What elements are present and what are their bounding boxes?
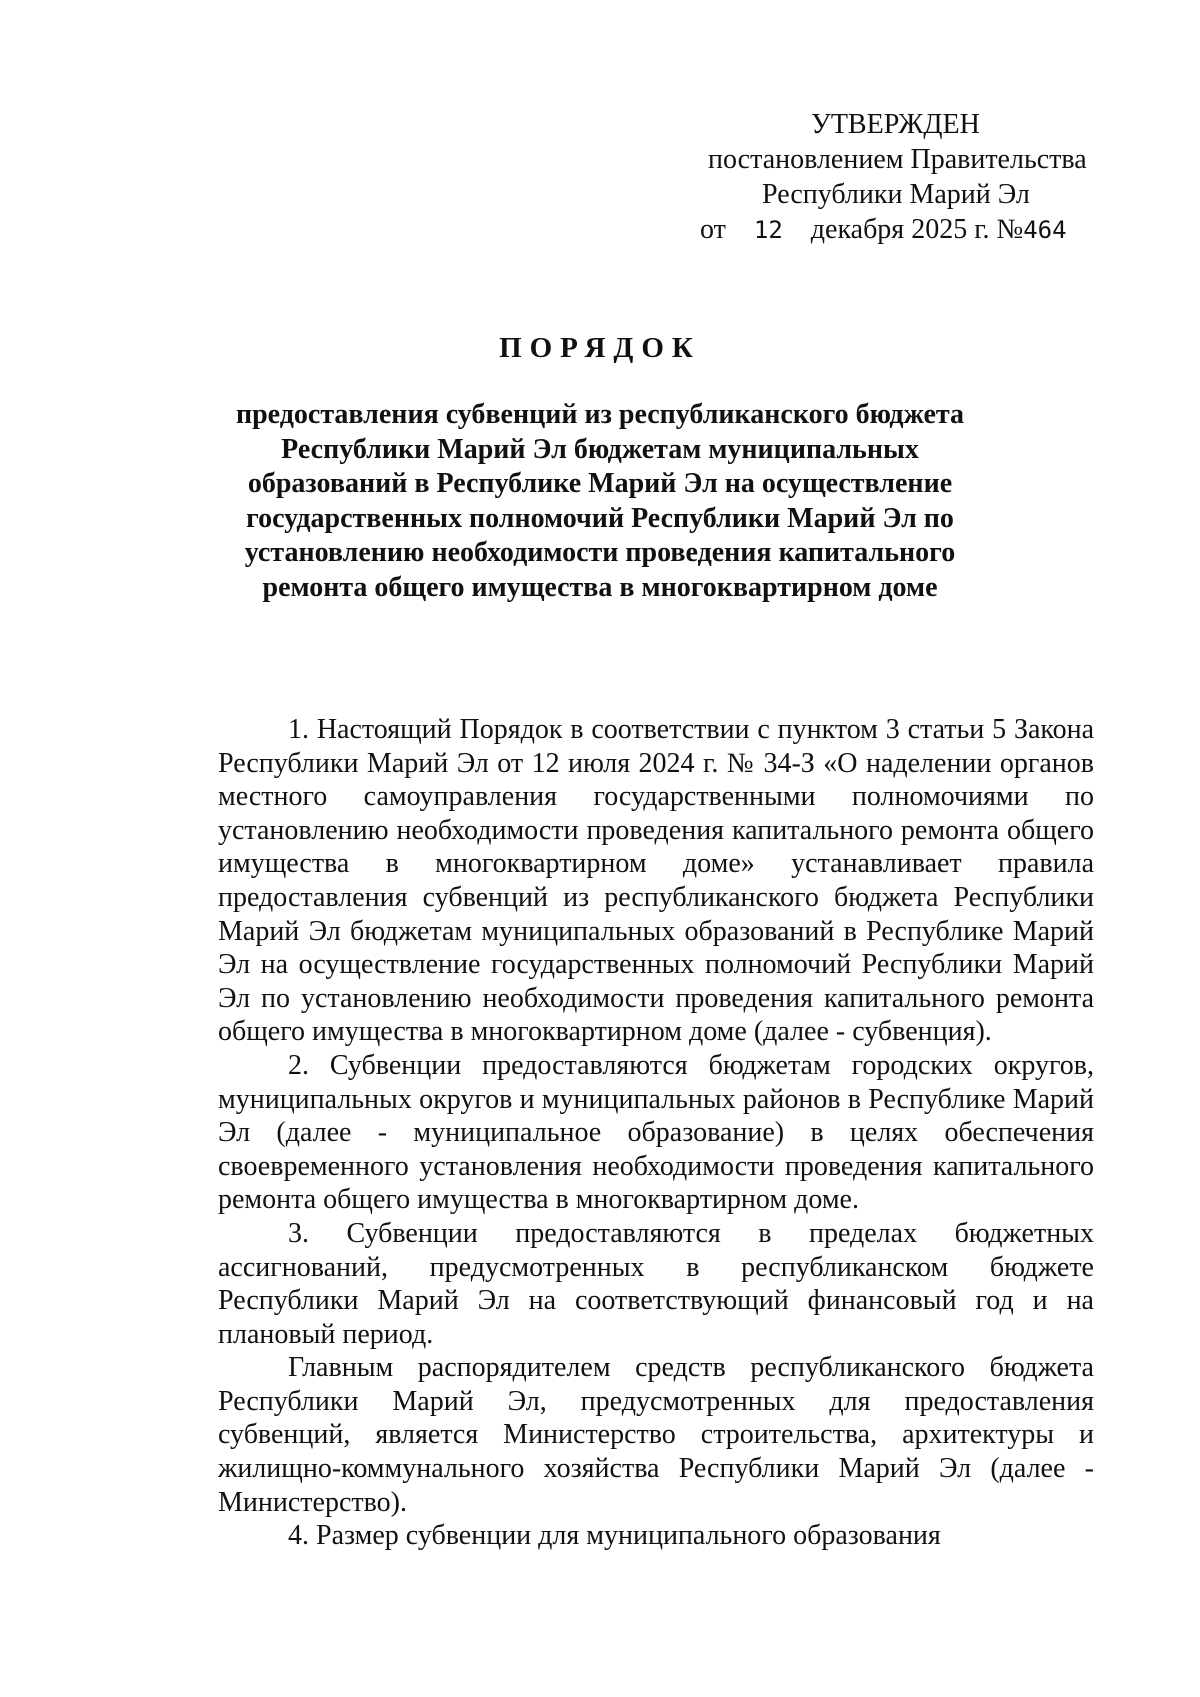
paragraph-2: 2. Субвенции предоставляются бюджетам городских округов, муниципальных округов и муниципальных районов в Республике Марий Эл (далее - муниципальное образование) в целях обеспечения своевременного установления необходимости проведения капитального ремонта общего имущества в многоквартирном доме.: [218, 1049, 1094, 1216]
approval-day: 12: [753, 216, 783, 244]
paragraph-3: 3. Субвенции предоставляются в пределах бюджетных ассигнований, предусмотренных в республиканском бюджете Республики Марий Эл на соответствующий финансовый год и на плановый период.: [218, 1217, 1094, 1350]
approval-number: 464: [1023, 216, 1067, 244]
document-title: ПОРЯДОК: [499, 332, 701, 364]
approval-date: декабря 2025 г. №: [810, 214, 1024, 245]
approval-heading: УТВЕРЖДЕН: [811, 109, 980, 140]
approval-authority: постановлением Правительства: [708, 144, 1087, 175]
approval-date-line: [700, 212, 1120, 248]
document-subtitle: предоставления субвенций из республиканского бюджета Республики Марий Эл бюджетам муниципальных образований в Республике Марий Эл на осуществление государственных полномочий Республики Марий Эл по установлению необходимости проведения капитального ремонта общего имущества в многоквартирном доме: [235, 399, 965, 603]
paragraph-1: 1. Настоящий Порядок в соответствии с пунктом 3 статьи 5 Закона Республики Марий Эл от 12 июля 2024 г. № 34-З «О наделении органов местного самоуправления государственными полномочиями по установлению необходимости проведения капитального ремонта общего имущества в многоквартирном доме» устанавливает правила предоставления субвенций из республиканского бюджета Республики Марий Эл бюджетам муниципальных образований в Республике Марий Эл на осуществление государственных полномочий Республики Марий Эл по установлению необходимости проведения капитального ремонта общего имущества в многоквартирном доме (далее - субвенция).: [218, 714, 1094, 1048]
paragraph-3-cont: Главным распорядителем средств республиканского бюджета Республики Марий Эл, предусмотренных для предоставления субвенций, является Министерство строительства, архитектуры и жилищно-коммунального хозяйства Республики Марий Эл (далее - Министерство).: [218, 1352, 1094, 1518]
paragraph-4: 4. Размер субвенции для муниципального образования: [288, 1520, 941, 1552]
approval-region: Республики Марий Эл: [762, 179, 1030, 210]
approval-stamp: [700, 107, 1120, 248]
approval-date-prefix: от: [700, 214, 726, 245]
document-body: [218, 713, 1094, 1553]
